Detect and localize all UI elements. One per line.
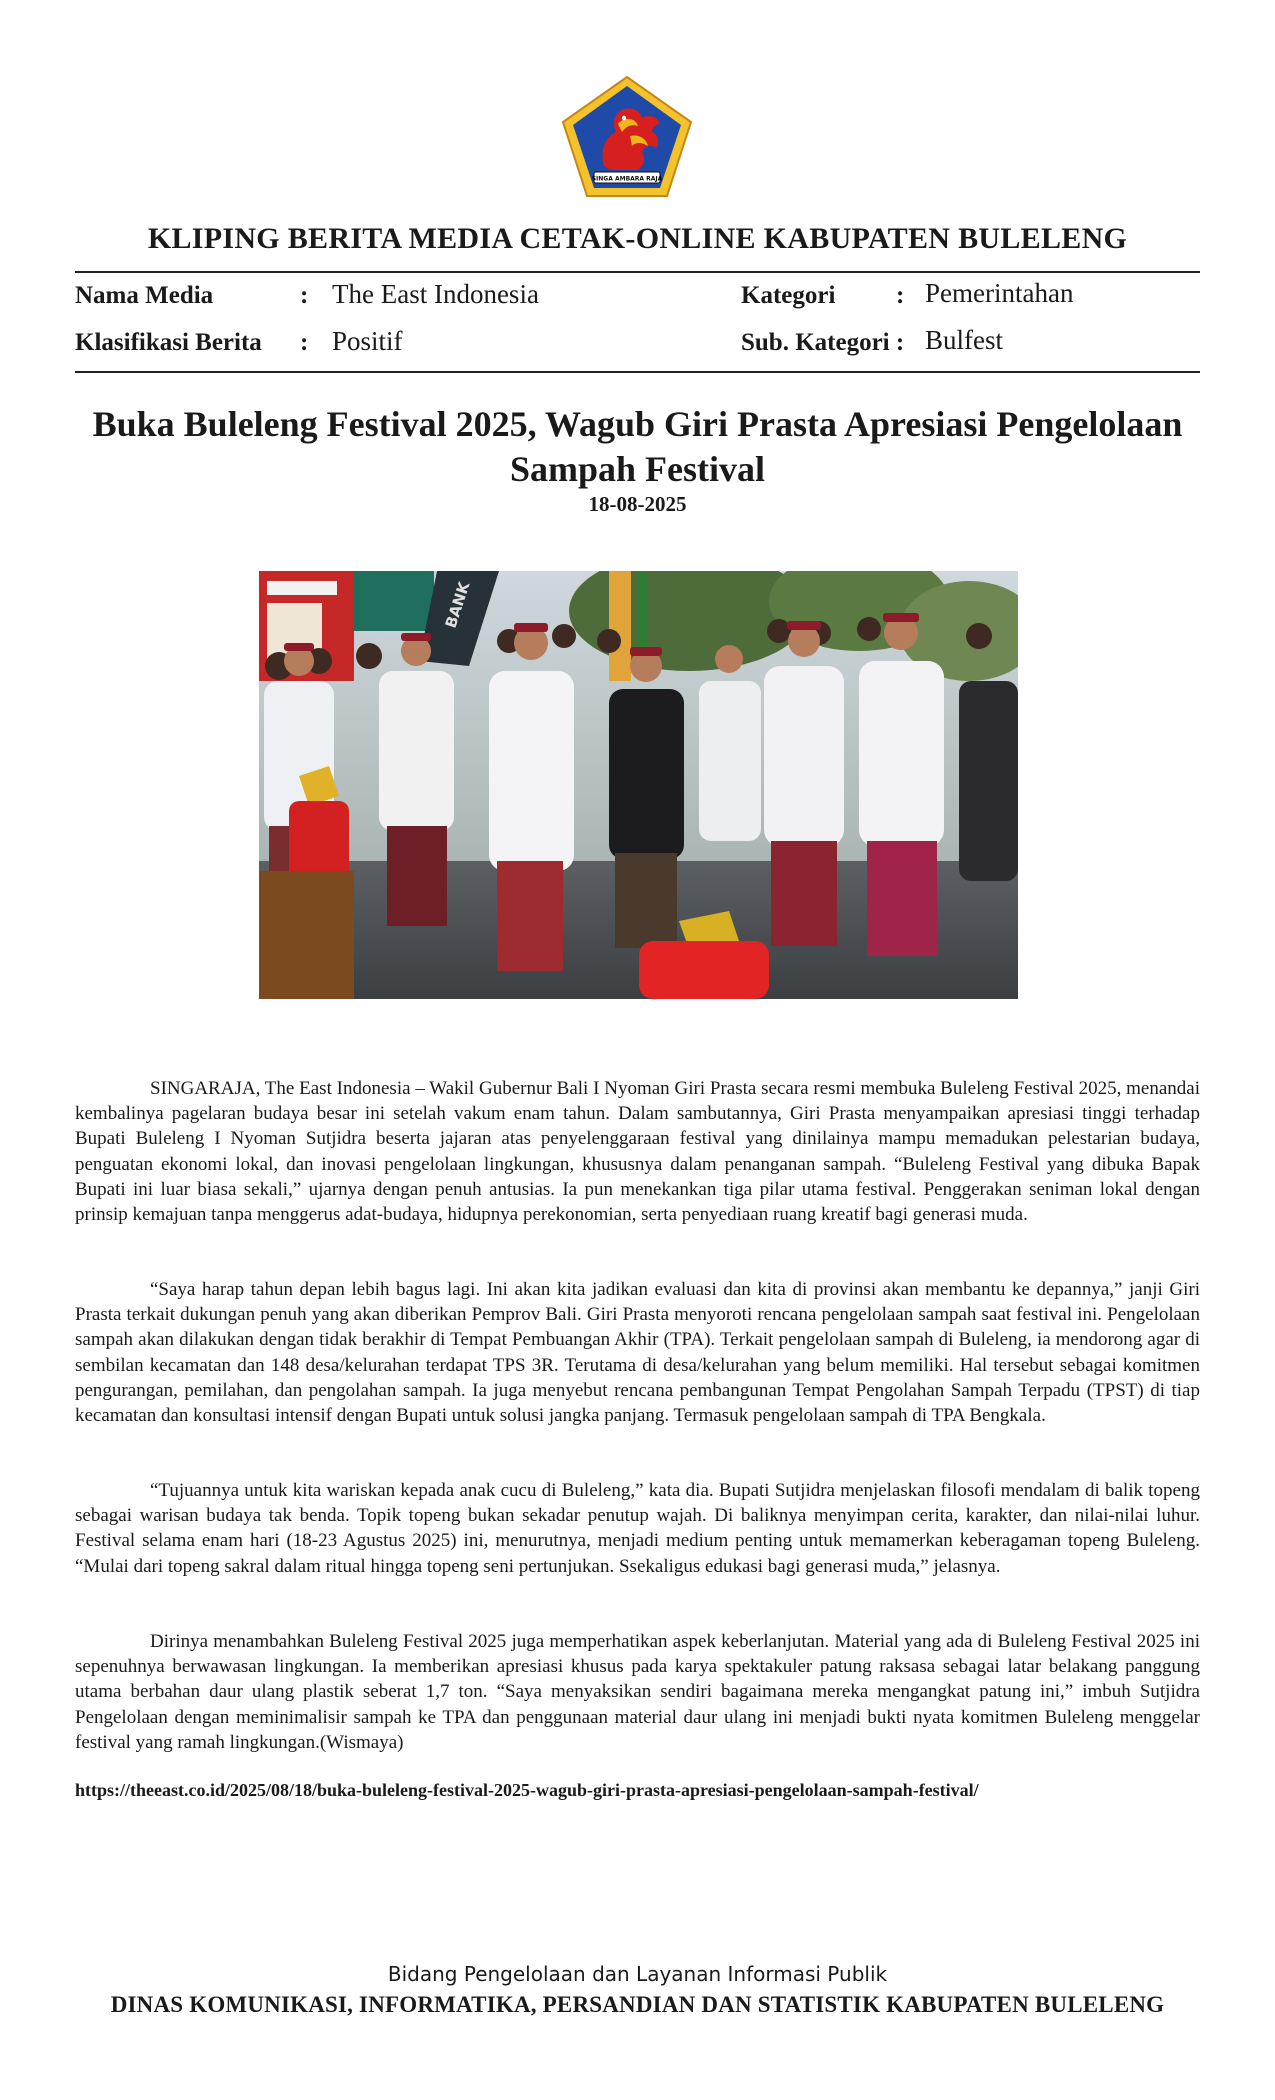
source-url-link[interactable]: https://theeast.co.id/2025/08/18/buka-buleleng-festival-2025-wagub-giri-prasta-apresiasi-pengelolaan-sampah-festival/ [75,1780,979,1800]
article-paragraph-3 [75,1478,1200,1579]
headline-line-1: Buka Buleleng Festival 2025, Wagub Giri Prasta Apresiasi Pengelolaan [92,404,1183,444]
clipping-header-title: KLIPING BERITA MEDIA CETAK-ONLINE KABUPATEN BULELENG [147,222,1128,255]
media-name-colon: : [300,282,309,309]
category-colon: : [896,282,905,309]
subcategory-label: Sub. Kategori : [741,329,905,356]
footer-unit-name: Bidang Pengelolaan dan Layanan Informasi Publik [387,1962,888,1986]
paragraph-text: SINGARAJA, The East Indonesia – Wakil Gubernur Bali I Nyoman Giri Prasta secara resmi membuka Buleleng Festival 2025, menandai kembalinya pagelaran budaya besar ini setelah vakum enam tahun. Dalam sambutannya, Giri Prasta menyampaikan apresiasi tinggi terhadap Bupati Buleleng I Nyoman Sutjidra beserta jajaran atas penyelenggaraan festival yang dinilainya mampu memadukan pelestarian budaya, penguatan ekonomi lokal, dan inovasi pengelolaan lingkungan, khususnya dalam penanganan sampah. “Buleleng Festival yang dibuka Bapak Bupati ini luar biasa sekali,” ujarnya dengan penuh antusias. Ia pun menekankan tiga pilar utama festival. Penggerakan seniman lokal dengan prinsip kemajuan tanpa menggerus adat-budaya, hidupnya perekonomian, serta penyediaan ruang kreatif bagi generasi muda. [75,1078,1200,1226]
subcategory-value: Bulfest [925,325,1003,355]
footer-agency-name: DINAS KOMUNIKASI, INFORMATIKA, PERSANDIAN DAN STATISTIK KABUPATEN BULELENG [110,1992,1165,2017]
article-date: 18-08-2025 [588,492,687,516]
category-label: Kategori [741,282,836,309]
classification-value: Positif [332,326,403,356]
article-paragraph-1 [75,1076,1200,1227]
header-divider-top [75,271,1200,273]
classification-label: Klasifikasi Berita [75,329,262,356]
paragraph-text: Dirinya menambahkan Buleleng Festival 2025 juga memperhatikan aspek keberlanjutan. Material yang ada di Buleleng Festival 2025 ini sepenuhnya berwawasan lingkungan. Ia memberikan apresiasi khusus pada karya spektakuler patung raksasa sebagai latar belakang panggung utama berbahan daur ulang plastik seberat 1,7 ton. “Saya menyaksikan sendiri bagaimana mereka mengangkat patung ini,” imbuh Sutjidra Pengelolaan dengan meminimalisir sampah ke TPA dan penggunaan material daur ulang ini menjadi bukti nyata komitmen Buleleng menggelar festival yang ramah lingkungan.(Wismaya) [75,1631,1200,1753]
article-headline [75,402,1200,492]
classification-colon: : [300,329,309,356]
header-divider-bottom [75,371,1200,373]
headline-line-2: Sampah Festival [509,449,766,489]
photo-banner-text: BANK [441,579,474,631]
category-value: Pemerintahan [925,278,1074,308]
festival-opening-photo [259,571,1018,999]
media-name-value: The East Indonesia [332,279,539,309]
paragraph-text: “Saya harap tahun depan lebih bagus lagi. Ini akan kita jadikan evaluasi dan kita di provinsi akan membantu ke depannya,” janji Giri Prasta terkait dukungan penuh yang akan diberikan Pemprov Bali. Giri Prasta menyoroti rencana pengelolaan sampah saat festival ini. Pengelolaan sampah akan dilakukan dengan tidak berakhir di Tempat Pembuangan Akhir (TPA). Terkait pengelolaan sampah di Buleleng, ia mendorong agar di sembilan kecamatan dan 148 desa/kelurahan terdapat TPS 3R. Terutama di desa/kelurahan yang belum memiliki. Hal tersebut sebagai komitmen pengurangan, pemilahan, dan pengolahan sampah. Ia juga menyebut rencana pembangunan Tempat Pengolahan Sampah Terpadu (TPST) di tiap kecamatan dan konsultasi intensif dengan Bupati untuk solusi jangka panjang. Termasuk pengelolaan sampah di TPA Bengkala. [75,1279,1200,1427]
media-name-label: Nama Media [75,282,214,309]
paragraph-text: “Tujuannya untuk kita wariskan kepada anak cucu di Buleleng,” kata dia. Bupati Sutjidra menjelaskan filosofi mendalam di balik topeng sebagai warisan budaya tak benda. Topik topeng bukan sekadar penutup wajah. Di baliknya menyimpan cerita, karakter, dan nilai-nilai luhur. Festival selama enam hari (18-23 Agustus 2025) ini, menurutnya, menjadi medium penting untuk memamerkan keberagaman topeng Buleleng. “Mulai dari topeng sakral dalam ritual hingga topeng seni pertunjukan. Ssekaligus edukasi bagi generasi muda,” jelasnya. [75,1480,1200,1577]
emblem-motto: SINGA AMBARA RAJA [591,175,663,183]
article-paragraph-4 [75,1629,1200,1755]
buleleng-emblem-logo [560,74,694,200]
article-paragraph-2 [75,1277,1200,1428]
